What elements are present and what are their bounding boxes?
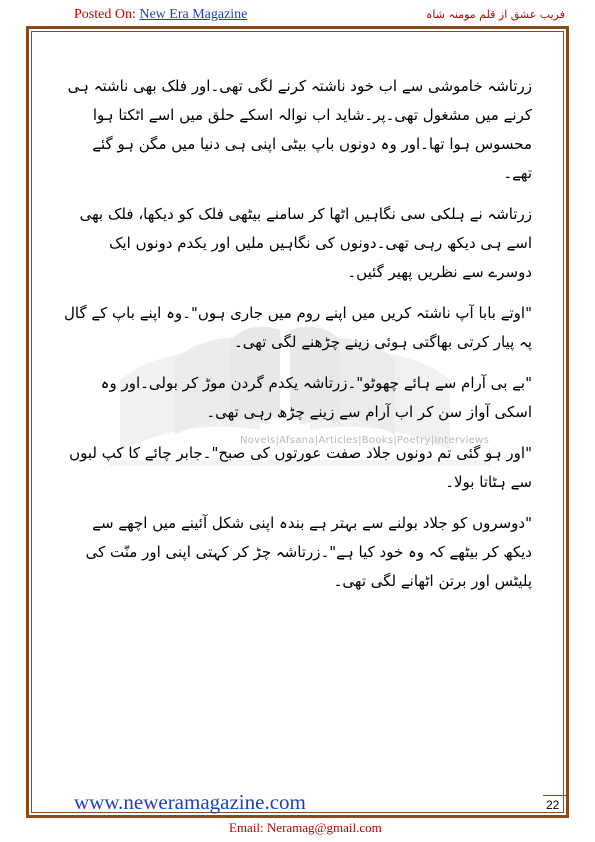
- paragraph: زرتاشہ خاموشی سے اب خود ناشتہ کرنے لگی تھی۔اور فلک بھی ناشتہ ہی کرنے میں مشغول تھی۔پر۔شاید اب نوالہ اسکے حلق میں اسے اٹکتا ہوا محسوس ہوا تھا۔اور وہ دونوں باپ بیٹی اپنی ہی دنیا میں مگن ہو گئے تھے۔: [67, 77, 532, 182]
- page-number: 22: [546, 798, 560, 812]
- story-title-header: فریب عشق از قلم مومنہ شاہ: [425, 8, 565, 21]
- page-number-divider: [543, 795, 569, 796]
- magazine-link[interactable]: New Era Magazine: [139, 7, 248, 22]
- paragraph: زرتاشہ نے ہلکی سی نگاہیں اٹھا کر سامنے بیٹھی فلک کو دیکھا، فلک بھی اسے ہی دیکھ رہی تھی۔دونوں کی نگاہیں ملیں اور یکدم دونوں ایک دوسرے سے نظریں پھیر گئیں۔: [79, 205, 532, 281]
- contact-email: Email: Neramag@gmail.com: [229, 820, 382, 835]
- watermark-caption: Novels|Afsana|Articles|Books|Poetry|Interviews: [240, 435, 490, 446]
- paragraph: "بے بی آرام سے ہائے چھوٹو"۔زرتاشہ یکدم گردن موڑ کر بولی۔اور وہ اسکی آواز سن کر اب آرام سے زینے چڑھ رہی تھی۔: [100, 374, 532, 421]
- paragraph: "دوسروں کو جلاد بولنے سے بہتر ہے بندہ اپنی شکل آئینے میں اچھے سے دیکھ کر بیٹھے کہ وہ خود کیا ہے"۔زرتاشہ چڑ کر کہتی اپنی اور منّت کی پلیٹس اور برتن اٹھانے لگی تھی۔: [85, 514, 532, 590]
- paragraph: "اوتے بابا آپ ناشتہ کریں میں اپنے روم میں جاری ہوں"۔وہ اپنے باپ کے گال پہ پیار کرتی بھاگتی ہوئی زینے چڑھنے لگی تھی۔: [63, 304, 532, 351]
- story-text: [62, 72, 532, 608]
- posted-on-label: Posted On:: [74, 7, 136, 22]
- paragraph: "اور ہو گئی تم دونوں جلاد صفت عورتوں کی صبح"۔جابر چائے کا کپ لبوں سے ہٹاتا بولا۔: [69, 444, 532, 491]
- website-link[interactable]: www.neweramagazine.com: [74, 790, 306, 814]
- posted-on-header: [74, 7, 247, 23]
